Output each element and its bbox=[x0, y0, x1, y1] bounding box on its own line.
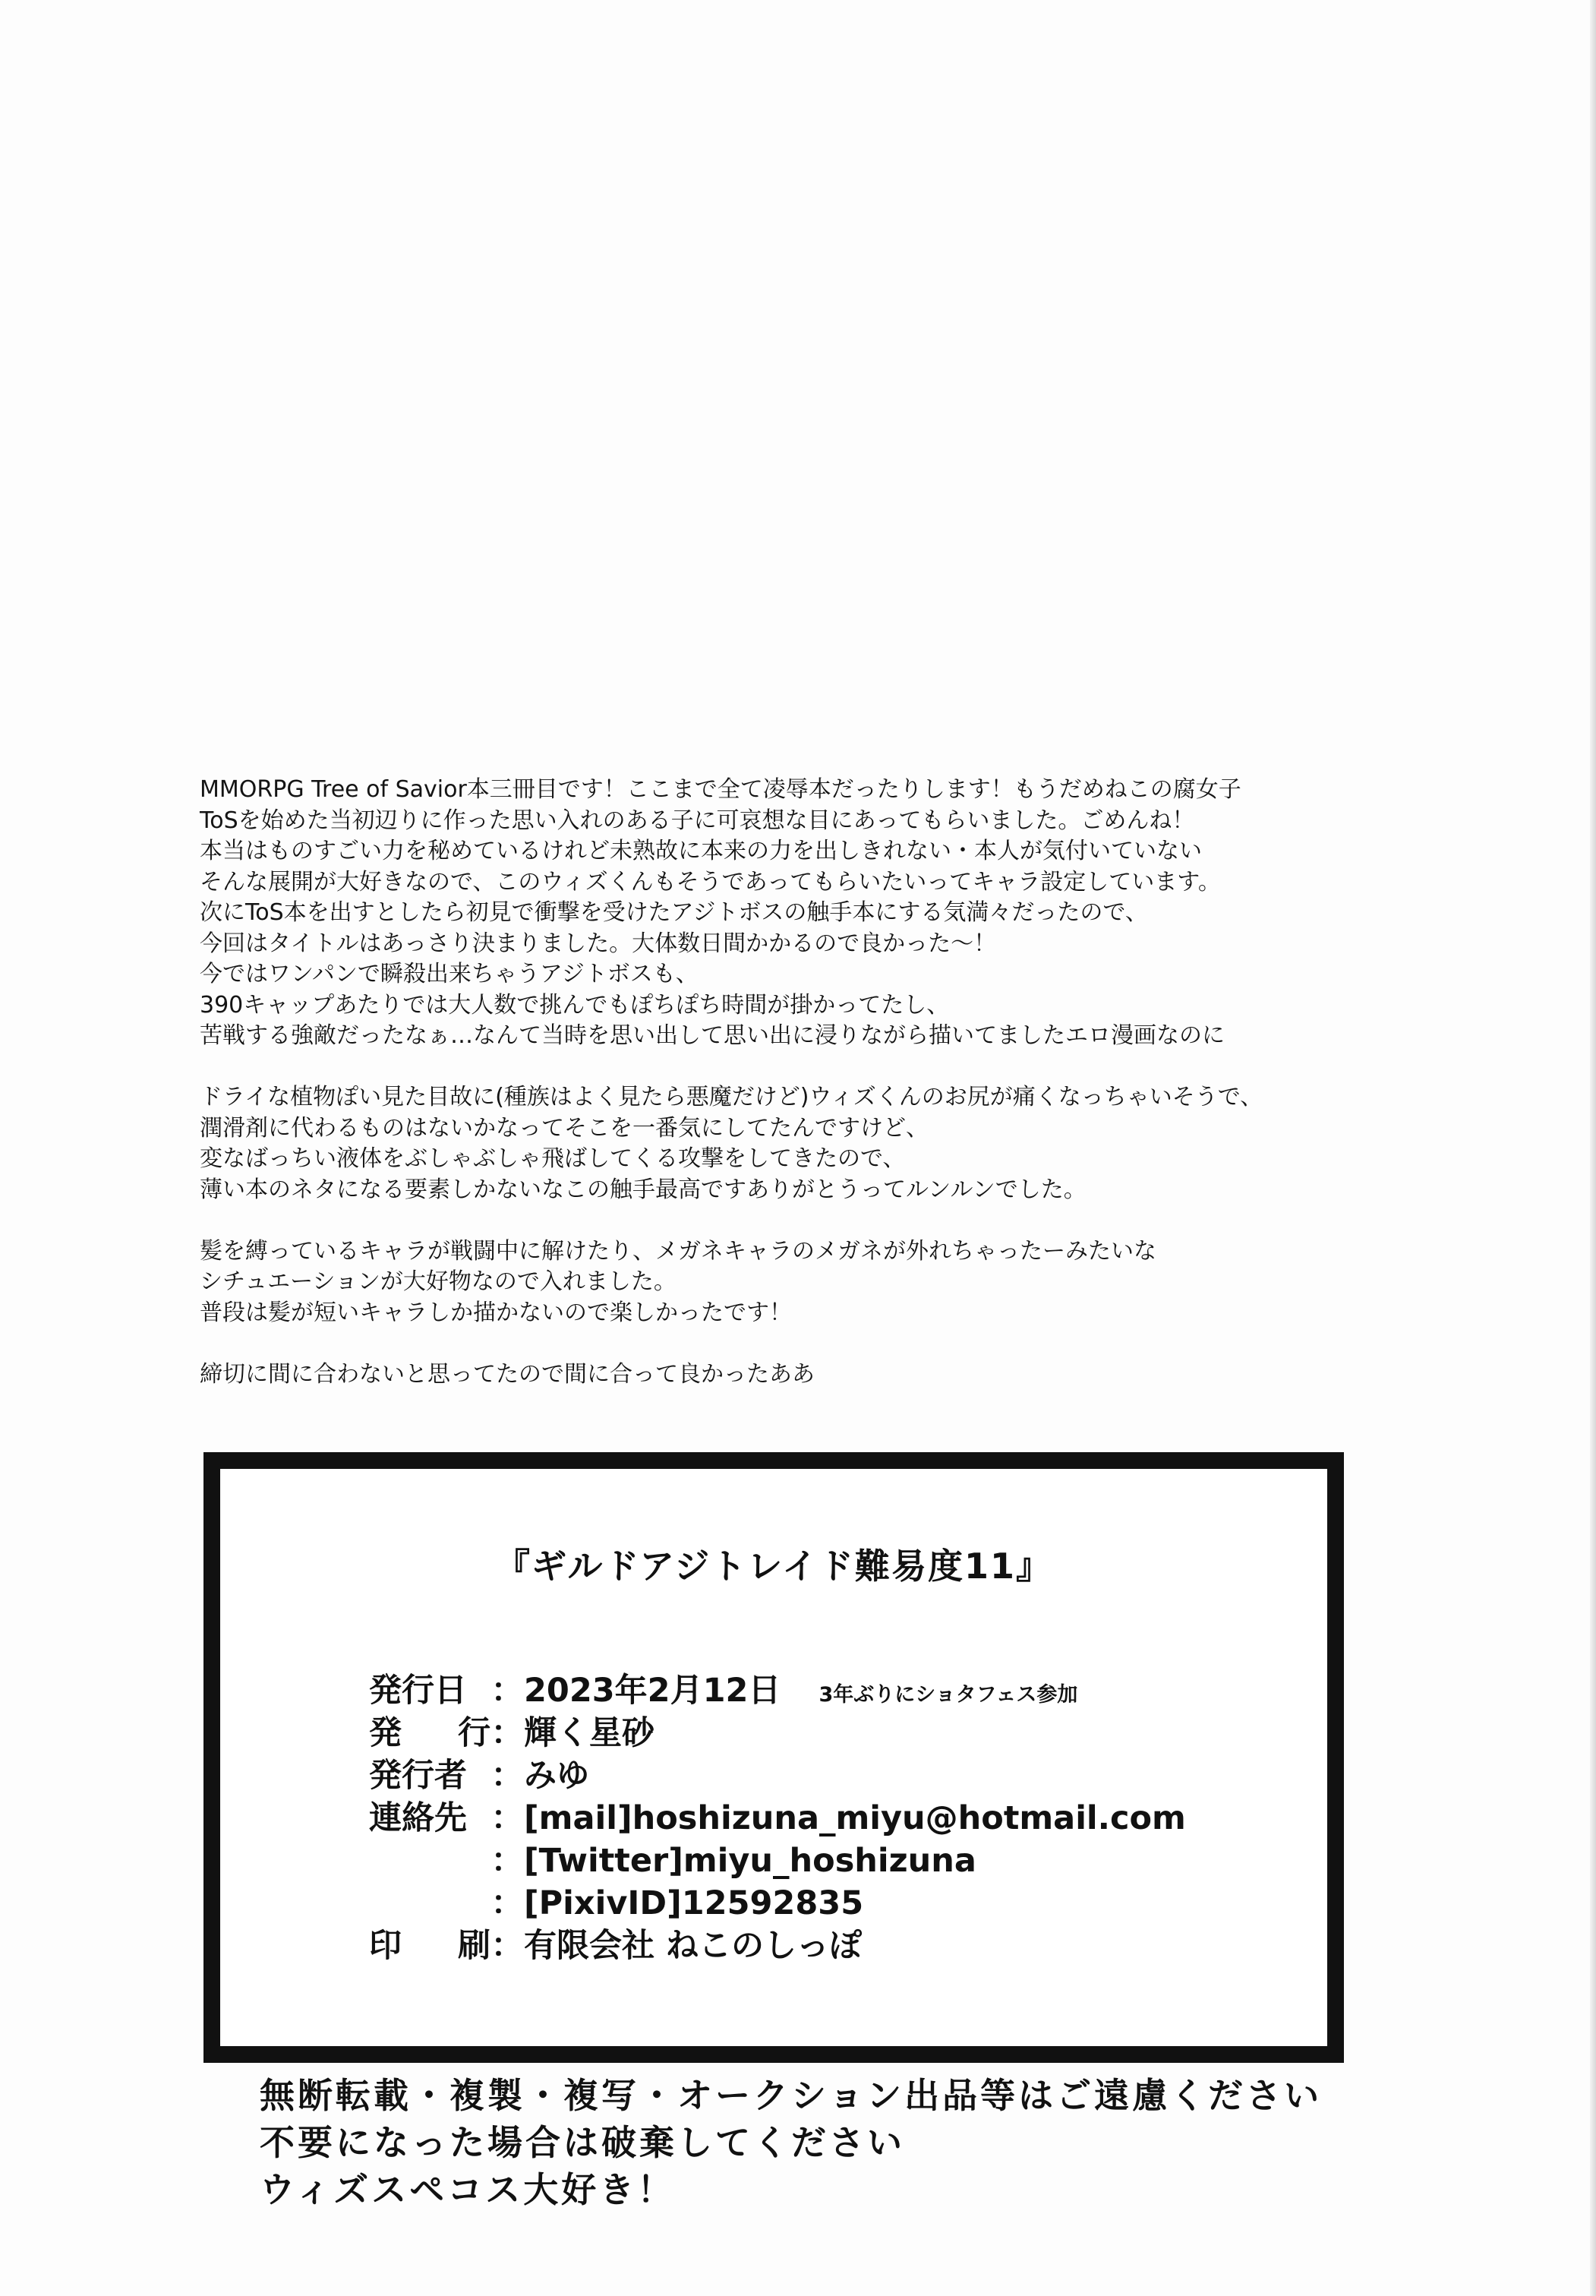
row-separator: ： bbox=[490, 1672, 524, 1710]
colophon-row-publisher bbox=[369, 1712, 1186, 1754]
colophon-row-contact-mail bbox=[369, 1797, 1186, 1840]
paragraph-gap bbox=[200, 1052, 1445, 1083]
row-value: [Twitter]miyu_hoshizuna bbox=[524, 1842, 976, 1880]
row-value: [mail]hoshizuna_miyu@hotmail.com bbox=[524, 1799, 1186, 1837]
afterword-text bbox=[200, 775, 1445, 1390]
row-separator: ： bbox=[490, 1714, 524, 1752]
row-key: 発行日 bbox=[369, 1672, 467, 1710]
afterword-line: 潤滑剤に代わるものはないかなってそこを一番気にしてたんですけど、 bbox=[200, 1114, 929, 1142]
paragraph-gap bbox=[200, 1328, 1445, 1360]
row-separator: ： bbox=[490, 1884, 524, 1922]
afterword-line: 変なばっちい液体をぶしゃぶしゃ飛ばしてくる攻撃をしてきたので、 bbox=[200, 1145, 906, 1172]
afterword-line: 今回はタイトルはあっさり決まりました。大体数日間かかるので良かった～！ bbox=[200, 930, 997, 957]
notice-line: ウィズスペコス大好き！ bbox=[260, 2169, 676, 2210]
notice-line: 無断転載・複製・複写・オークション出品等はご遠慮ください bbox=[260, 2075, 1323, 2116]
row-key: 発行者 bbox=[369, 1757, 467, 1795]
afterword-line: 髪を縛っているキャラが戦闘中に解けたり、メガネキャラのメガネが外れちゃったーみたいな bbox=[200, 1237, 1156, 1265]
afterword-line: 390キャップあたりでは大人数で挑んでもぽちぽち時間が掛かってたし、 bbox=[200, 991, 950, 1019]
row-separator: ： bbox=[490, 1842, 524, 1880]
colophon-row-contact-twitter bbox=[369, 1840, 1186, 1882]
colophon-row-publish-date bbox=[369, 1669, 1186, 1712]
notice-text bbox=[260, 2072, 1322, 2213]
row-note: 3年ぶりにショタフェス参加 bbox=[819, 1683, 1078, 1707]
afterword-line: 薄い本のネタになる要素しかないなこの触手最高ですありがとうってルンルンでした。 bbox=[200, 1176, 1087, 1203]
row-separator: ： bbox=[490, 1799, 524, 1837]
afterword-line: ドライな植物ぽい見た目故に(種族はよく見たら悪魔だけど)ウィズくんのお尻が痛くなっちゃいそうで、 bbox=[200, 1084, 1263, 1110]
row-key: 印刷 bbox=[369, 1927, 490, 1965]
book-title: 『ギルドアジトレイド難易度11』 bbox=[494, 1546, 1053, 1587]
afterword-line: MMORPG Tree of Savior本三冊目です！ここまで全て凌辱本だったりします！もうだめねこの腐女子 bbox=[200, 776, 1241, 803]
afterword-line: ToSを始めた当初辺りに作った思い入れのある子に可哀想な目にあってもらいました。ごめんね！ bbox=[200, 807, 1195, 834]
colophon-row-printer bbox=[369, 1925, 1186, 1967]
afterword-line: 次にToS本を出すとしたら初見で衝撃を受けたアジトボスの触手本にする気満々だったので、 bbox=[200, 899, 1148, 926]
notice-line: 不要になった場合は破棄してください bbox=[260, 2122, 905, 2163]
afterword-line: 締切に間に合わないと思ってたので間に合って良かったああ bbox=[200, 1360, 815, 1388]
afterword-line: シチュエーションが大好物なので入れました。 bbox=[200, 1268, 677, 1295]
row-separator: ： bbox=[490, 1757, 524, 1795]
page-edge-shadow bbox=[1590, 0, 1596, 2296]
row-key: 発行 bbox=[369, 1714, 490, 1752]
colophon-info bbox=[369, 1669, 1186, 1967]
afterword-line: 今ではワンパンで瞬殺出来ちゃうアジトボスも、 bbox=[200, 961, 699, 987]
paragraph-gap bbox=[200, 1205, 1445, 1236]
row-key: 連絡先 bbox=[369, 1799, 467, 1837]
row-value: 2023年2月12日 bbox=[524, 1672, 781, 1710]
afterword-line: そんな展開が大好きなので、このウィズくんもそうであってもらいたいってキャラ設定しています。 bbox=[200, 868, 1221, 895]
row-value: [PixivID]12592835 bbox=[524, 1884, 864, 1922]
colophon-row-issuer bbox=[369, 1754, 1186, 1797]
row-value: 有限会社 ねこのしっぽ bbox=[524, 1927, 862, 1965]
colophon-row-contact-pixiv bbox=[369, 1882, 1186, 1925]
afterword-line: 普段は髪が短いキャラしか描かないので楽しかったです！ bbox=[200, 1299, 792, 1326]
afterword-line: 本当はものすごい力を秘めているけれど未熟故に本来の力を出しきれない・本人が気付いていない bbox=[200, 838, 1202, 864]
afterword-line: 苦戦する強敵だったなぁ…なんて当時を思い出して思い出に浸りながら描いてましたエロ漫画なのに bbox=[200, 1022, 1225, 1049]
row-separator: ： bbox=[490, 1927, 524, 1965]
row-value: 輝く星砂 bbox=[524, 1714, 654, 1752]
row-value: みゆ bbox=[524, 1757, 589, 1795]
